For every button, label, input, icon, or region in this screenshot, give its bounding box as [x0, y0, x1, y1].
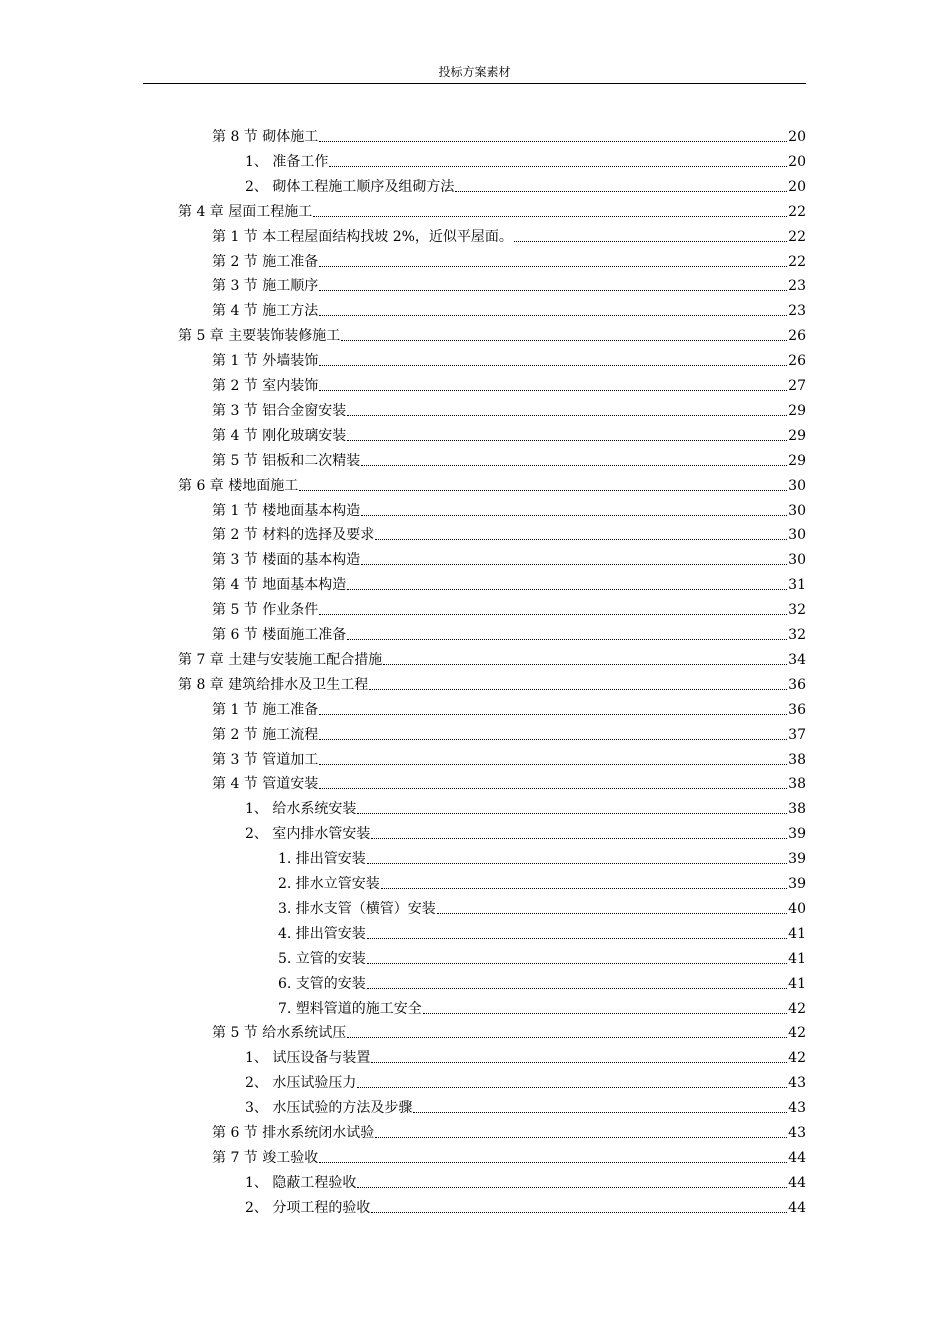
- toc-entry-page: 30: [788, 527, 806, 544]
- toc-entry[interactable]: [212, 1019, 806, 1043]
- toc-entry-title: 第 6 节 排水系统闭水试验: [212, 1125, 375, 1141]
- toc-entry-title: 第 7 节 竣工验收: [212, 1149, 319, 1166]
- toc-entry-page: 36: [788, 676, 806, 693]
- toc-entry[interactable]: [178, 671, 806, 695]
- toc-dot-leader: [319, 289, 787, 291]
- toc-entry-page: 42: [788, 1025, 806, 1042]
- toc-entry-title: 1、 给水系统安装: [245, 801, 357, 818]
- toc-dot-leader: [455, 190, 787, 192]
- toc-entry[interactable]: [212, 248, 806, 272]
- toc-entry[interactable]: [245, 820, 806, 844]
- toc-dot-leader: [319, 389, 787, 391]
- toc-dot-leader: [361, 514, 787, 516]
- toc-entry-title: 2. 排水立管安装: [278, 876, 380, 892]
- toc-dot-leader: [319, 613, 787, 615]
- toc-entry-title: 第 5 节 铝板和二次精装: [212, 452, 361, 469]
- toc-entry[interactable]: [178, 472, 806, 496]
- toc-entry-page: 20: [788, 153, 806, 170]
- toc-dot-leader: [375, 1136, 787, 1138]
- toc-entry[interactable]: [212, 1144, 806, 1168]
- toc-entry-title: 1、 准备工作: [245, 153, 329, 170]
- toc-entry-page: 20: [788, 178, 806, 195]
- toc-dot-leader: [371, 1211, 787, 1213]
- toc-dot-leader: [381, 887, 787, 889]
- toc-entry[interactable]: [245, 173, 806, 197]
- toc-entry-title: 第 5 节 作业条件: [212, 602, 319, 619]
- toc-entry-page: 38: [788, 776, 806, 793]
- toc-entry-title: 第 8 节 砌体施工: [212, 129, 319, 145]
- toc-entry-title: 第 4 节 刚化玻璃安装: [212, 427, 347, 444]
- toc-entry-title: 第 3 节 铝合金窗安装: [212, 402, 347, 419]
- toc-entry-page: 44: [788, 1199, 806, 1216]
- toc-entry[interactable]: [278, 845, 806, 869]
- toc-entry[interactable]: [245, 1194, 806, 1218]
- toc-entry-page: 27: [788, 378, 806, 394]
- toc-dot-leader: [319, 787, 787, 789]
- toc-dot-leader: [514, 240, 787, 242]
- toc-entry-title: 第 5 章 主要装饰装修施工: [178, 328, 341, 345]
- toc-entry-page: 34: [788, 651, 806, 668]
- toc-entry[interactable]: [212, 546, 806, 570]
- toc-entry[interactable]: [212, 696, 806, 720]
- toc-entry[interactable]: [212, 596, 806, 620]
- toc-entry-title: 2、 室内排水管安装: [245, 826, 371, 843]
- toc-entry-page: 29: [788, 452, 806, 469]
- toc-dot-leader: [347, 414, 787, 416]
- toc-entry[interactable]: [245, 1069, 806, 1093]
- toc-entry-title: 第 2 节 施工准备: [212, 253, 319, 270]
- toc-dot-leader: [357, 812, 787, 814]
- toc-dot-leader: [371, 837, 787, 839]
- toc-entry-page: 26: [788, 353, 806, 370]
- toc-entry-page: 23: [788, 303, 806, 320]
- toc-entry-page: 36: [788, 701, 806, 718]
- toc-dot-leader: [347, 439, 787, 441]
- toc-entry[interactable]: [212, 223, 806, 247]
- toc-entry-page: 31: [788, 577, 806, 594]
- toc-dot-leader: [319, 738, 787, 740]
- toc-entry-page: 39: [788, 876, 806, 892]
- toc-entry-title: 第 3 节 施工顺序: [212, 278, 319, 295]
- toc-entry-title: 第 1 节 施工准备: [212, 701, 319, 718]
- toc-entry-page: 22: [788, 228, 806, 245]
- toc-entry-page: 23: [788, 278, 806, 295]
- toc-dot-leader: [357, 1086, 787, 1088]
- toc-dot-leader: [423, 1012, 787, 1014]
- toc-entry-page: 29: [788, 427, 806, 444]
- toc-entry[interactable]: [212, 123, 806, 147]
- toc-entry[interactable]: [245, 795, 806, 819]
- toc-dot-leader: [367, 962, 787, 964]
- toc-entry-page: 29: [788, 402, 806, 419]
- page-header: 投标方案素材: [438, 65, 511, 79]
- toc-entry-title: 1、 隐蔽工程验收: [245, 1174, 357, 1191]
- toc-entry[interactable]: [278, 945, 806, 969]
- toc-entry[interactable]: [212, 347, 806, 371]
- toc-entry-page: 32: [788, 602, 806, 619]
- toc-entry-page: 39: [788, 826, 806, 843]
- toc-dot-leader: [383, 663, 787, 665]
- toc-entry-page: 44: [788, 1174, 806, 1191]
- toc-entry-title: 6. 支管的安装: [278, 975, 366, 992]
- toc-entry-title: 3、 水压试验的方法及步骤: [245, 1100, 413, 1117]
- toc-entry-title: 第 6 章 楼地面施工: [178, 477, 299, 494]
- toc-entry-title: 4. 排出管安装: [278, 925, 366, 942]
- toc-entry[interactable]: [212, 497, 806, 521]
- toc-dot-leader: [329, 165, 787, 167]
- toc-entry-page: 20: [788, 129, 806, 145]
- toc-entry-title: 第 1 节 外墙装饰: [212, 353, 319, 370]
- toc-dot-leader: [361, 464, 787, 466]
- toc-entry-title: 第 1 节 楼地面基本构造: [212, 502, 361, 519]
- toc-entry[interactable]: [212, 770, 806, 794]
- toc-entry[interactable]: [212, 571, 806, 595]
- toc-dot-leader: [367, 862, 787, 864]
- toc-dot-leader: [313, 215, 787, 217]
- toc-entry-title: 第 6 节 楼面施工准备: [212, 627, 347, 643]
- toc-entry[interactable]: [212, 397, 806, 421]
- toc-dot-leader: [341, 339, 787, 341]
- toc-entry-title: 第 2 节 施工流程: [212, 726, 319, 743]
- toc-entry-title: 第 2 节 室内装饰: [212, 378, 319, 394]
- toc-entry[interactable]: [278, 870, 806, 894]
- toc-entry-title: 2、 水压试验压力: [245, 1075, 357, 1092]
- toc-entry[interactable]: [278, 970, 806, 994]
- toc-entry-title: 第 4 章 屋面工程施工: [178, 203, 313, 220]
- toc-entry[interactable]: [212, 447, 806, 471]
- toc-dot-leader: [319, 763, 787, 765]
- toc-entry[interactable]: [278, 895, 806, 919]
- toc-dot-leader: [347, 638, 787, 640]
- toc-entry[interactable]: [212, 372, 806, 396]
- toc-entry[interactable]: [278, 995, 806, 1019]
- toc-entry-page: 32: [788, 627, 806, 643]
- toc-entry-page: 43: [788, 1100, 806, 1117]
- toc-dot-leader: [357, 1186, 787, 1188]
- toc-entry-title: 7. 塑料管道的施工安全: [278, 1000, 422, 1017]
- toc-dot-leader: [319, 1161, 787, 1163]
- toc-dot-leader: [413, 1111, 787, 1113]
- toc-entry-title: 5. 立管的安装: [278, 950, 366, 967]
- toc-dot-leader: [437, 912, 787, 914]
- toc-entry-page: 39: [788, 851, 806, 868]
- toc-entry-page: 22: [788, 203, 806, 220]
- toc-entry-page: 38: [788, 801, 806, 818]
- toc-entry-page: 37: [788, 726, 806, 743]
- toc-entry[interactable]: [212, 272, 806, 296]
- toc-entry-page: 22: [788, 253, 806, 270]
- toc-entry[interactable]: [178, 198, 806, 222]
- toc-entry-title: 第 4 节 管道安装: [212, 776, 319, 793]
- toc-entry[interactable]: [178, 322, 806, 346]
- toc-entry-page: 44: [788, 1149, 806, 1166]
- toc-dot-leader: [319, 314, 787, 316]
- toc-entry-page: 42: [788, 1050, 806, 1067]
- toc-entry[interactable]: [245, 148, 806, 172]
- toc-entry-page: 38: [788, 751, 806, 768]
- toc-entry-title: 第 3 节 管道加工: [212, 751, 319, 768]
- toc-entry-page: 43: [788, 1075, 806, 1092]
- toc-entry[interactable]: [212, 297, 806, 321]
- toc-entry-title: 第 5 节 给水系统试压: [212, 1025, 347, 1042]
- toc-entry-title: 第 8 章 建筑给排水及卫生工程: [178, 676, 369, 693]
- toc-entry[interactable]: [245, 1044, 806, 1068]
- toc-dot-leader: [369, 688, 787, 690]
- toc-entry-title: 第 2 节 材料的选择及要求: [212, 527, 375, 544]
- toc-entry-page: 30: [788, 477, 806, 494]
- toc-entry-page: 41: [788, 950, 806, 967]
- toc-entry-page: 41: [788, 975, 806, 992]
- toc-entry-page: 43: [788, 1125, 806, 1141]
- toc-entry-title: 第 4 节 施工方法: [212, 303, 319, 320]
- toc-entry-title: 第 1 节 本工程屋面结构找坡 2%，近似平屋面。: [212, 228, 513, 245]
- toc-dot-leader: [371, 1061, 787, 1063]
- toc-entry-page: 30: [788, 502, 806, 519]
- toc-dot-leader: [367, 937, 787, 939]
- toc-dot-leader: [367, 987, 787, 989]
- toc-entry-page: 26: [788, 328, 806, 345]
- toc-entry-title: 第 3 节 楼面的基本构造: [212, 552, 361, 569]
- toc-entry[interactable]: [178, 646, 806, 670]
- toc-entry-title: 1. 排出管安装: [278, 851, 366, 868]
- toc-entry[interactable]: [212, 1119, 806, 1143]
- toc-entry-page: 40: [788, 900, 806, 917]
- toc-entry[interactable]: [212, 422, 806, 446]
- toc-dot-leader: [299, 489, 787, 491]
- toc-entry-title: 第 7 章 土建与安装施工配合措施: [178, 651, 383, 668]
- toc-entry-page: 30: [788, 552, 806, 569]
- toc-entry-title: 2、 砌体工程施工顺序及组砌方法: [245, 178, 455, 195]
- toc-entry-title: 2、 分项工程的验收: [245, 1199, 371, 1216]
- toc-entry-page: 42: [788, 1000, 806, 1017]
- toc-dot-leader: [319, 713, 787, 715]
- toc-dot-leader: [347, 588, 787, 590]
- toc-entry-title: 1、 试压设备与装置: [245, 1050, 371, 1067]
- toc-entry[interactable]: [245, 1094, 806, 1118]
- toc-dot-leader: [375, 538, 787, 540]
- header-rule: [143, 83, 806, 84]
- toc-entry[interactable]: [212, 721, 806, 745]
- toc-dot-leader: [319, 140, 787, 142]
- toc-entry-title: 第 4 节 地面基本构造: [212, 577, 347, 594]
- toc-entry[interactable]: [245, 1169, 806, 1193]
- toc-entry[interactable]: [212, 746, 806, 770]
- toc-entry[interactable]: [212, 621, 806, 645]
- toc-dot-leader: [319, 265, 787, 267]
- toc-dot-leader: [347, 1036, 787, 1038]
- toc-entry-title: 3. 排水支管（横管）安装: [278, 900, 436, 917]
- toc-entry[interactable]: [278, 920, 806, 944]
- toc-entry[interactable]: [212, 521, 806, 545]
- toc-dot-leader: [319, 364, 787, 366]
- toc-dot-leader: [361, 563, 787, 565]
- toc-entry-page: 41: [788, 925, 806, 942]
